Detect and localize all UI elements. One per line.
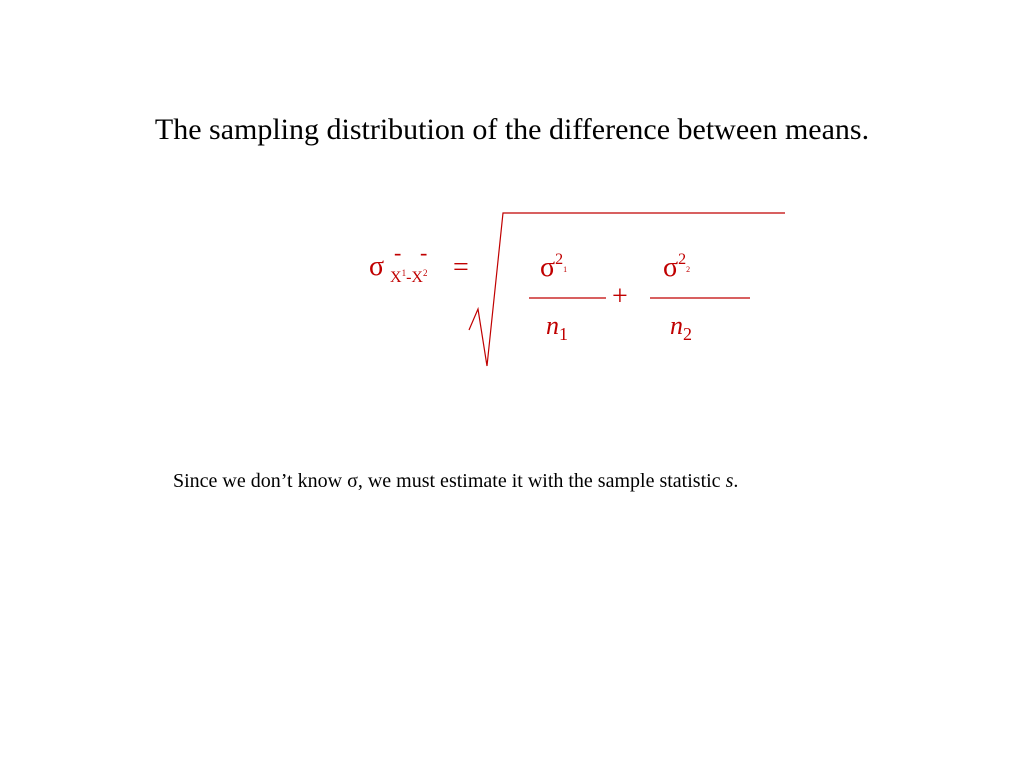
term1-numerator <box>540 252 567 282</box>
note-part2: , we must estimate it with the sample statistic <box>357 470 726 492</box>
note-sigma-symbol: σ <box>347 470 358 492</box>
lhs-sigma-symbol: σ <box>369 251 385 282</box>
term2-numerator <box>663 252 690 282</box>
note-part1: Since we don’t know <box>173 470 348 492</box>
slide-title: The sampling distribution of the difference between means. <box>154 113 870 146</box>
x1-bar-mark: - <box>394 240 402 265</box>
term1-n-index: 1 <box>559 324 568 344</box>
term2-n-index: 2 <box>683 324 692 344</box>
lhs-subscript-x1: X <box>390 269 402 286</box>
lhs-subscript-separator: -X <box>406 269 423 286</box>
term2-n: n <box>670 311 683 340</box>
term1-n: n <box>546 311 559 340</box>
plus-operator: + <box>612 281 628 312</box>
term2-index: 2 <box>686 265 691 274</box>
lhs-subscript-1: 1 <box>401 268 407 278</box>
note-sample-statistic: s <box>725 470 734 492</box>
term1-index: 1 <box>563 265 568 274</box>
term1-sigma-symbol: σ <box>540 252 556 283</box>
term2-power: 2 <box>678 251 687 268</box>
term2-sigma-symbol: σ <box>663 252 679 283</box>
term1-denominator <box>546 313 568 343</box>
lhs-subscript <box>390 269 427 286</box>
note-part3: . <box>733 470 739 492</box>
equals-sign: = <box>453 252 469 283</box>
lhs-subscript-2: 2 <box>422 268 428 278</box>
term2-denominator <box>670 313 692 343</box>
term1-power: 2 <box>555 251 564 268</box>
x2-bar-mark: - <box>420 240 428 265</box>
estimation-note <box>173 470 738 493</box>
